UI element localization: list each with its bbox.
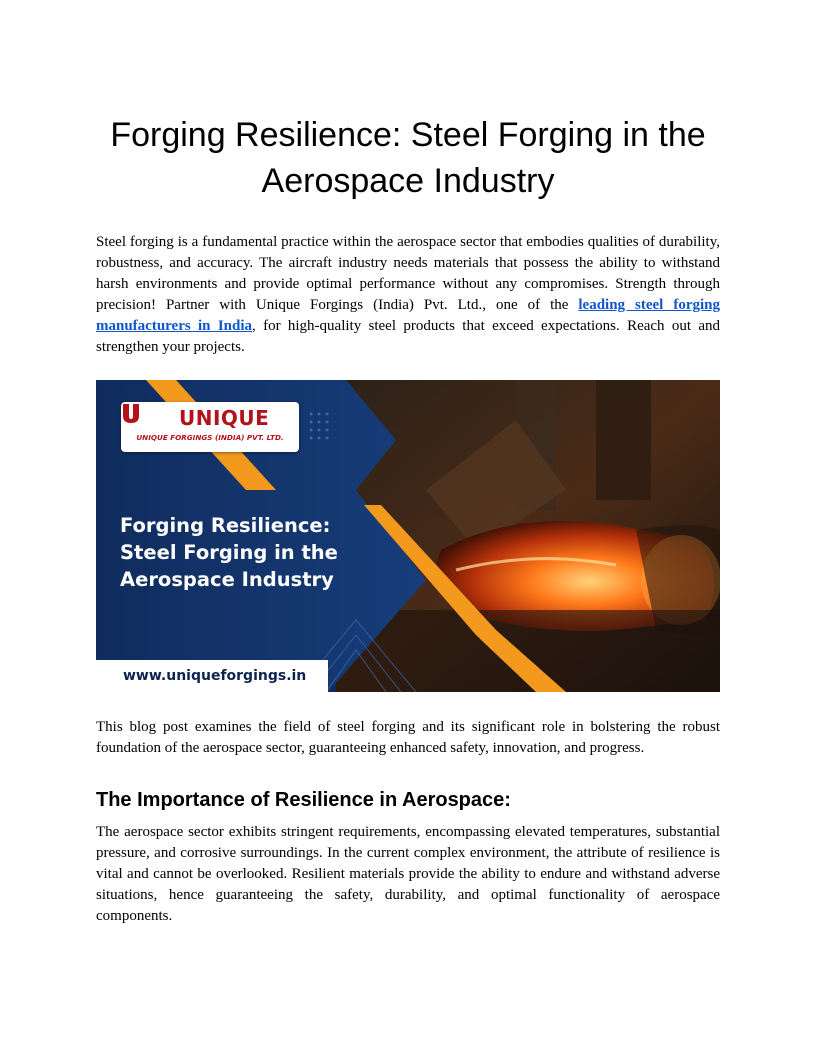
logo-u-icon <box>121 402 141 424</box>
company-logo <box>121 402 299 452</box>
manufacturers-link[interactable]: leading steel forging manufacturers in India <box>96 297 720 334</box>
intro-text-end: , for high-quality steel products that exceed expectations. Reach out and strengthen your projects. <box>96 318 720 355</box>
section-paragraph: The aerospace sector exhibits stringent requirements, encompassing elevated temperatures, substantial pressure, and corrosive surroundings. In the current complex environment, the attribute of resilience is vital and cannot be overlooked. Resilient materials provide the ability to endure and withstand adverse situations, hence guaranteeing the safety, durability, and optimal functionality of aerospace components. <box>96 824 720 924</box>
banner-url: www.uniqueforgings.in <box>123 668 307 684</box>
banner-title: Forging Resilience: Steel Forging in the Aerospace Industry <box>120 514 338 591</box>
logo-subtitle: UNIQUE FORGINGS (INDIA) PVT. LTD. <box>136 433 284 442</box>
document-page <box>96 112 720 927</box>
banner-image <box>96 380 720 692</box>
intro-paragraph <box>96 232 720 358</box>
intro-text: Steel forging is a fundamental practice within the aerospace sector that embodies qualities of durability, robustness, and accuracy. The aircraft industry needs materials that possess the ability to withstand harsh environments and provide optimal performance without any compromises. Strength through precision! Partner with Unique Forgings (India) Pvt. Ltd., one of the <box>96 234 720 313</box>
document-title: Forging Resilience: Steel Forging in the Aerospace Industry <box>110 116 706 200</box>
section-heading: The Importance of Resilience in Aerospace: <box>96 789 511 811</box>
logo-wordmark: UNIQUE <box>179 406 270 430</box>
blog-intro-paragraph: This blog post examines the field of steel forging and its significant role in bolstering the robust foundation of the aerospace sector, guaranteeing enhanced safety, innovation, and progress. <box>96 719 720 756</box>
